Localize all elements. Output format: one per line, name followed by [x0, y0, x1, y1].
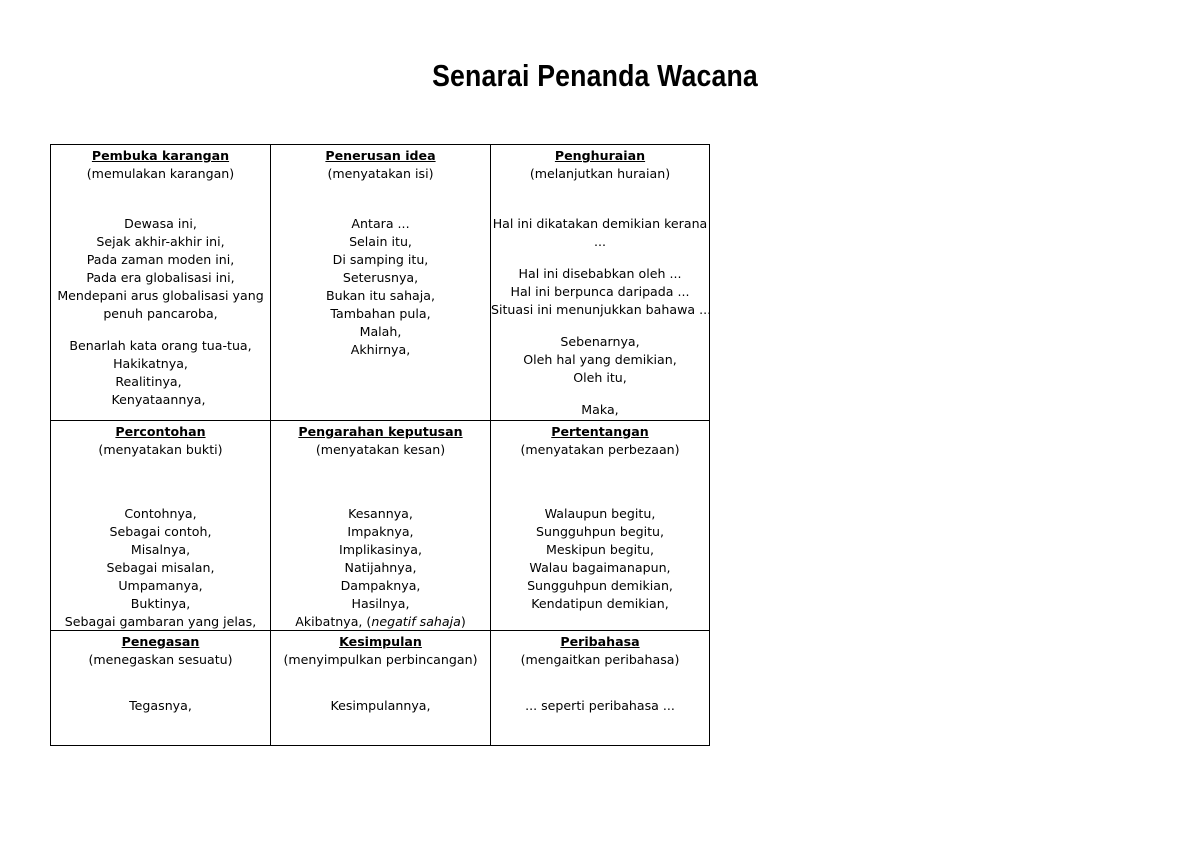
list-item: Di samping itu, — [332, 252, 429, 267]
list-item: Selain itu, — [349, 234, 412, 249]
note-text: negatif sahaja — [371, 614, 461, 629]
list-item: Realitinya, — [115, 374, 182, 389]
list-item: penuh pancaroba, — [103, 306, 218, 321]
cell-heading: Pengarahan keputusan — [298, 424, 463, 439]
marker-list — [491, 333, 709, 387]
cell-subtitle: (menyatakan perbezaan) — [520, 442, 680, 457]
list-item: Kendatipun demikian, — [531, 596, 669, 611]
cell-subtitle: (menyatakan bukti) — [98, 442, 223, 457]
list-item: Sejak akhir-akhir ini, — [96, 234, 225, 249]
list-item: Tegasnya, — [129, 698, 192, 713]
list-item: Sebagai gambaran yang jelas, — [64, 614, 257, 629]
list-item: Umpamanya, — [118, 578, 203, 593]
cell-subtitle: (menegaskan sesuatu) — [88, 652, 233, 667]
list-item: Pada zaman moden ini, — [86, 252, 235, 267]
marker-list — [271, 505, 490, 631]
list-item: Buktinya, — [130, 596, 191, 611]
marker-list — [491, 697, 709, 715]
list-item: Situasi ini menunjukkan bahawa ... — [491, 302, 712, 317]
list-item: Natijahnya, — [344, 560, 417, 575]
list-item: Malah, — [359, 324, 402, 339]
list-item: Sungguhpun begitu, — [535, 524, 665, 539]
marker-list — [51, 215, 270, 323]
cell-heading: Penghuraian — [554, 148, 646, 163]
page-title: Senarai Penanda Wacana — [432, 58, 758, 93]
list-item: Sungguhpun demikian, — [527, 578, 673, 593]
list-item: Walau bagaimanapun, — [529, 560, 671, 575]
list-item: Kenyataannya, — [111, 392, 206, 407]
cell-kesimpulan — [271, 631, 491, 745]
list-item: Misalnya, — [130, 542, 191, 557]
cell-subtitle: (menyatakan isi) — [327, 166, 434, 181]
list-item: Oleh itu, — [573, 370, 627, 385]
list-item — [271, 613, 490, 631]
list-item: Tambahan pula, — [330, 306, 431, 321]
list-item: Dampaknya, — [340, 578, 421, 593]
marker-list — [491, 505, 709, 613]
cell-penerusan-idea — [271, 145, 491, 421]
list-item: Seterusnya, — [342, 270, 419, 285]
cell-heading: Pembuka karangan — [91, 148, 230, 163]
list-item: Dewasa ini, — [124, 216, 197, 231]
marker-list — [51, 505, 270, 631]
cell-heading: Kesimpulan — [339, 634, 422, 649]
list-item: Benarlah kata orang tua-tua, — [69, 338, 252, 353]
cell-subtitle: (menyimpulkan perbincangan) — [283, 652, 478, 667]
list-item: Oleh hal yang demikian, — [523, 352, 677, 367]
list-item: Contohnya, — [124, 506, 197, 521]
list-item: Kesimpulannya, — [330, 698, 431, 713]
list-item: Meskipun begitu, — [545, 542, 655, 557]
marker-text: ) — [460, 614, 466, 629]
marker-list — [271, 697, 490, 715]
list-item: Antara ... — [351, 216, 410, 231]
cell-pengarahan-keputusan — [271, 421, 491, 631]
list-item: Walaupun begitu, — [544, 506, 656, 521]
list-item: Sebagai misalan, — [106, 560, 215, 575]
list-item: Implikasinya, — [339, 542, 422, 557]
list-item: Hal ini disebabkan oleh ... — [518, 266, 682, 281]
list-item: ... — [593, 234, 606, 249]
list-item: Hasilnya, — [351, 596, 410, 611]
cell-peribahasa — [491, 631, 709, 745]
list-item: Hal ini berpunca daripada ... — [510, 284, 690, 299]
cell-pembuka-karangan — [51, 145, 271, 421]
list-item: Sebenarnya, — [560, 334, 640, 349]
marker-list — [491, 215, 709, 251]
marker-list — [271, 215, 490, 359]
cell-heading: Pertentangan — [551, 424, 649, 439]
list-item: Maka, — [581, 402, 619, 417]
list-item: Pada era globalisasi ini, — [86, 270, 235, 285]
discourse-marker-table — [50, 144, 710, 746]
marker-text: Akibatnya, ( — [295, 614, 372, 629]
cell-subtitle: (menyatakan kesan) — [315, 442, 446, 457]
cell-penegasan — [51, 631, 271, 745]
list-item: Bukan itu sahaja, — [325, 288, 435, 303]
marker-list — [51, 337, 270, 409]
marker-list — [491, 401, 709, 419]
cell-subtitle: (melanjutkan huraian) — [529, 166, 671, 181]
cell-heading: Peribahasa — [560, 634, 640, 649]
cell-subtitle: (mengaitkan peribahasa) — [520, 652, 680, 667]
cell-penghuraian — [491, 145, 712, 421]
list-item: Sebagai contoh, — [109, 524, 212, 539]
cell-percontohan — [51, 421, 271, 631]
cell-pertentangan — [491, 421, 709, 631]
list-item: Impaknya, — [347, 524, 414, 539]
list-item: Hal ini dikatakan demikian kerana — [492, 216, 708, 231]
cell-subtitle: (memulakan karangan) — [86, 166, 235, 181]
list-item: ... seperti peribahasa ... — [525, 698, 675, 713]
marker-list — [491, 265, 712, 319]
cell-heading: Penegasan — [121, 634, 200, 649]
cell-heading: Penerusan idea — [325, 148, 436, 163]
cell-heading: Percontohan — [115, 424, 206, 439]
list-item: Hakikatnya, — [113, 356, 188, 371]
list-item: Kesannya, — [348, 506, 413, 521]
list-item: Mendepani arus globalisasi yang — [57, 288, 264, 303]
list-item: Akhirnya, — [350, 342, 411, 357]
marker-list — [51, 697, 270, 715]
